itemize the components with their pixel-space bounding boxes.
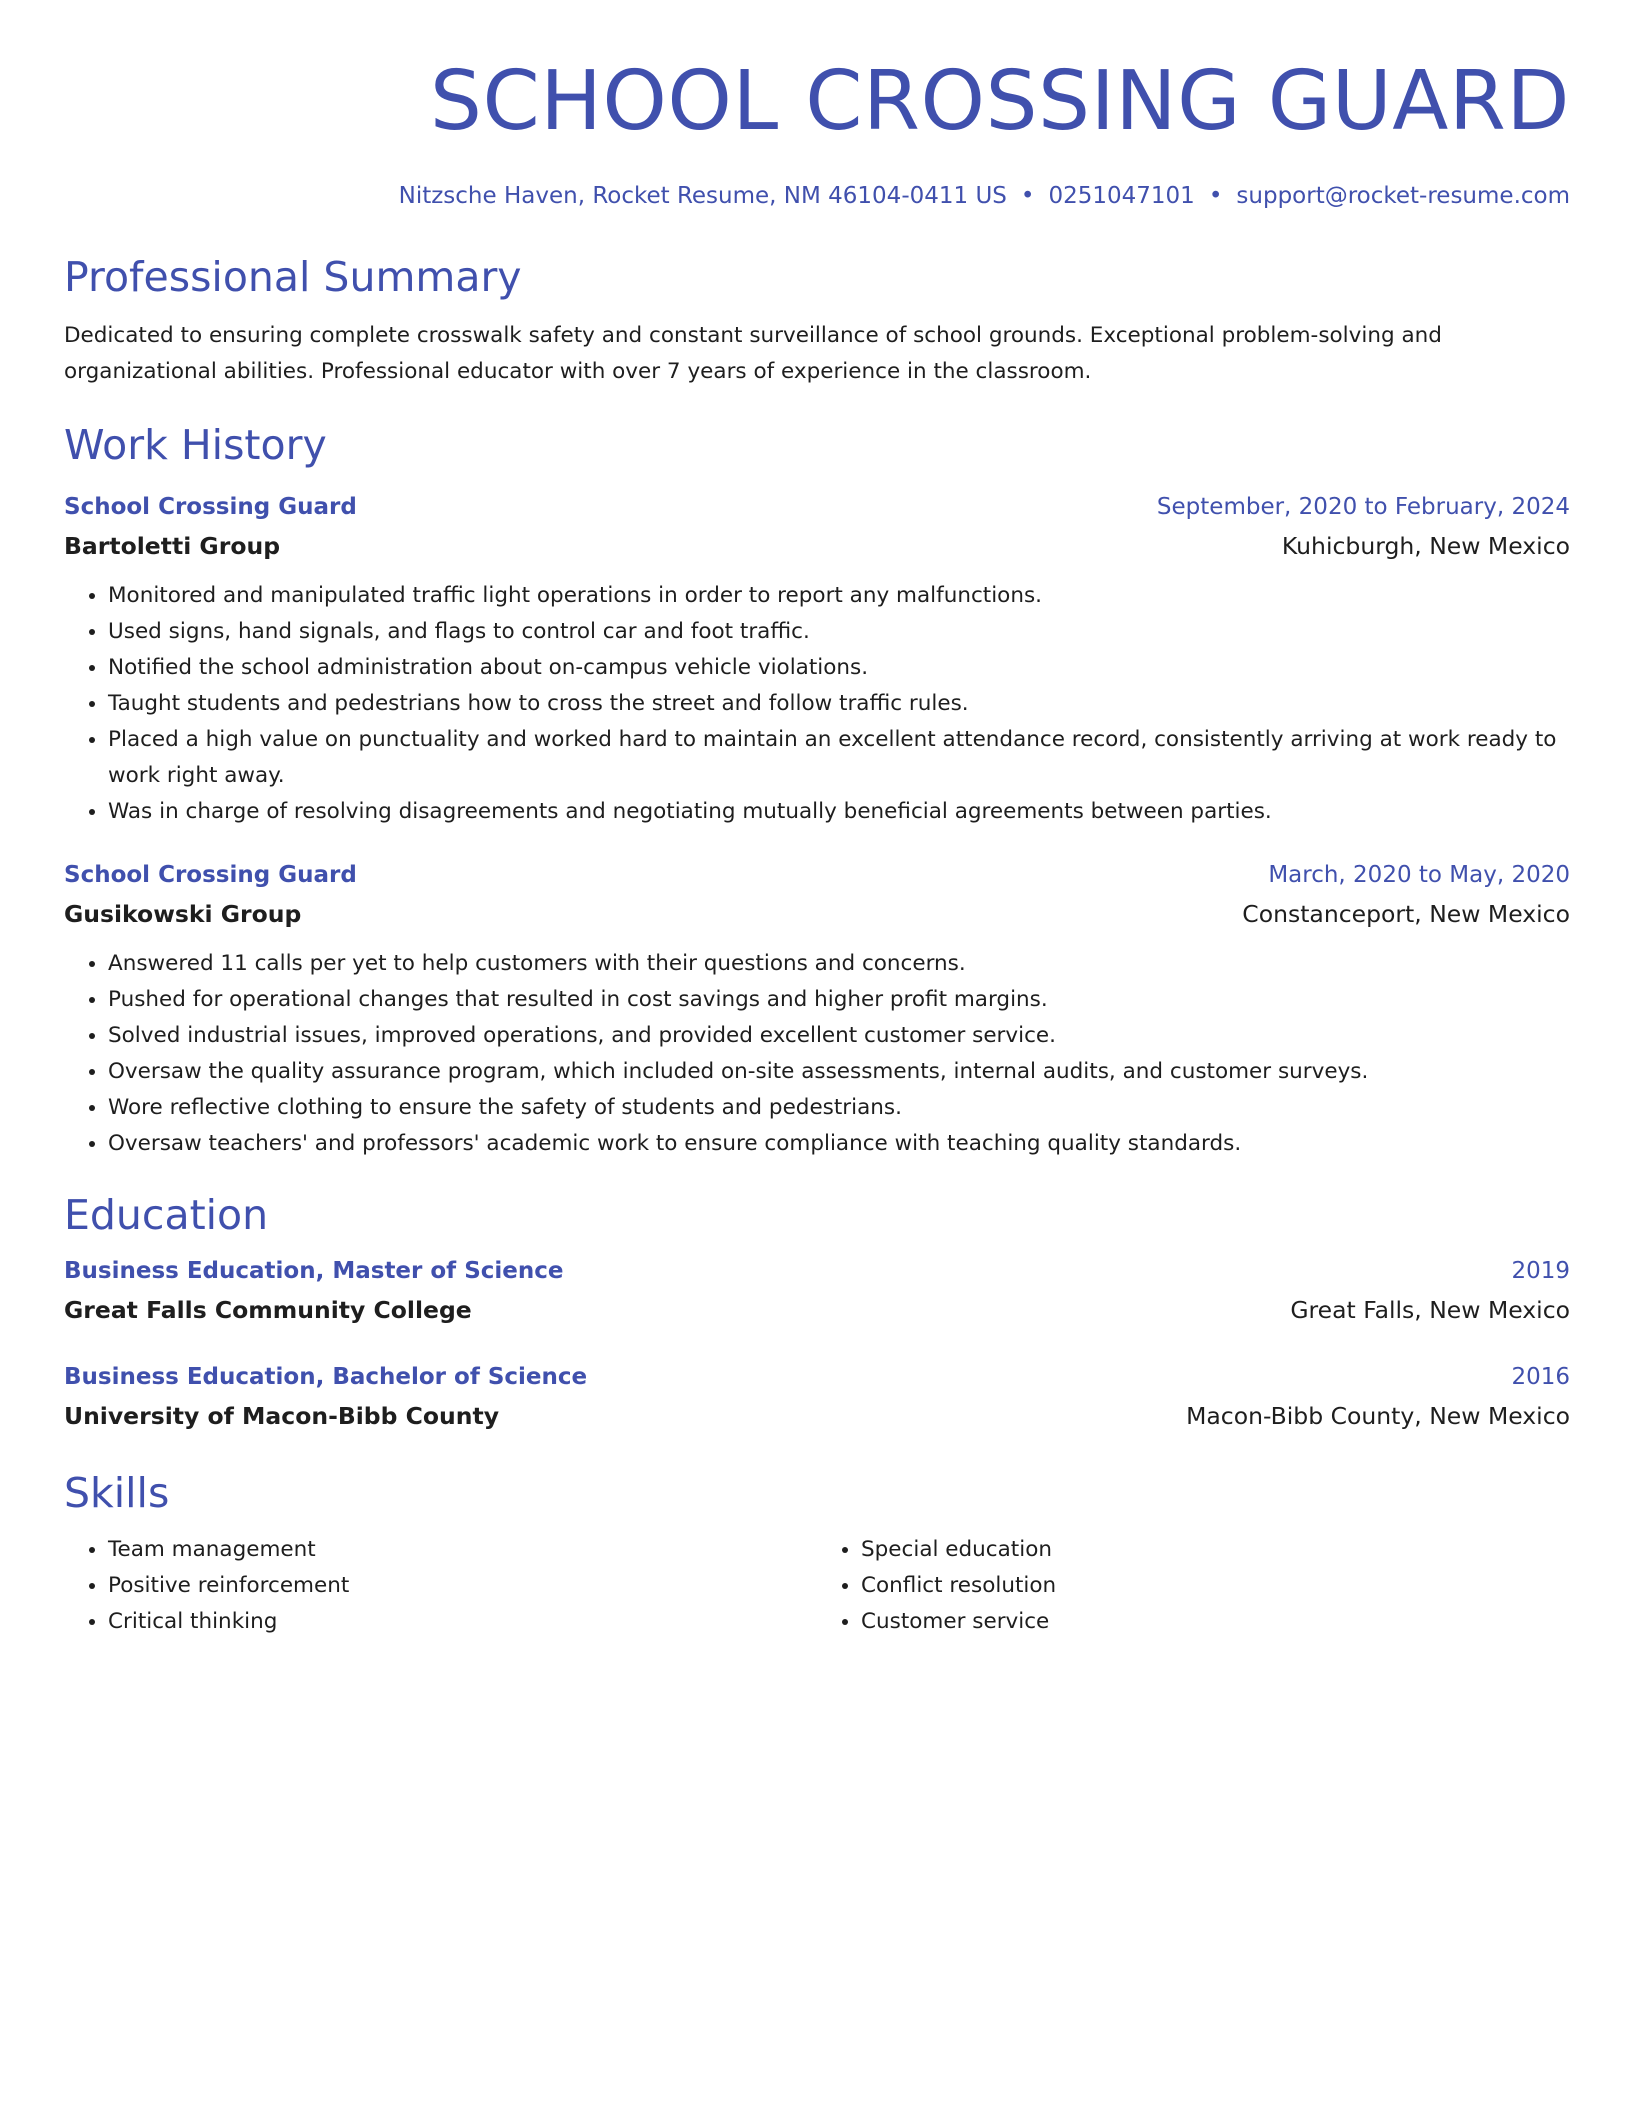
job-title: School Crossing Guard [64,494,357,520]
job-company-row [64,894,1570,934]
work-history-heading: Work History [64,421,327,469]
education-degree: Business Education, Master of Science [64,1258,564,1284]
job-title: School Crossing Guard [64,862,357,888]
skills-grid [64,1532,1570,1640]
education-school-row [64,1396,1570,1436]
education-degree: Business Education, Bachelor of Science [64,1364,588,1390]
skill-item: • Team management [108,1532,817,1568]
education-location: Great Falls, New Mexico [1290,1296,1570,1324]
contact-address: Nitzsche Haven, Rocket Resume, NM 46104-0411 US [398,183,1007,209]
job-location: Kuhicburgh, New Mexico [1281,532,1570,560]
contact-separator: • [1020,183,1035,209]
skill-item: • Customer service [861,1604,1570,1640]
education-school: Great Falls Community College [64,1296,472,1324]
list-item: • Notified the school administration about on-campus vehicle violations. [108,650,1570,686]
contact-phone: 0251047101 [1048,183,1195,209]
summary-heading: Professional Summary [64,253,522,301]
job-header-row [64,856,1570,894]
job-dates: March, 2020 to May, 2020 [1268,862,1570,888]
contact-separator: • [1208,183,1223,209]
list-item: • Wore reflective clothing to ensure the safety of students and pedestrians. [108,1090,1570,1126]
job-dates: September, 2020 to February, 2024 [1156,494,1570,520]
education-school-row [64,1290,1570,1330]
job-entry [64,488,1570,830]
list-item: • Solved industrial issues, improved operations, and provided excellent customer service. [108,1018,1570,1054]
list-item: • Oversaw the quality assurance program, which included on-site assessments, internal audits, and customer surveys. [108,1054,1570,1090]
skill-item: • Critical thinking [108,1604,817,1640]
education-entry [64,1358,1570,1436]
job-company: Gusikowski Group [64,900,302,928]
job-location: Constanceport, New Mexico [1242,900,1570,928]
education-school: University of Macon-Bibb County [64,1402,500,1430]
education-header-row [64,1252,1570,1290]
list-item: • Monitored and manipulated traffic light operations in order to report any malfunctions. [108,578,1570,614]
job-entry [64,856,1570,1162]
skills-list-right [817,1532,1570,1640]
list-item: • Oversaw teachers' and professors' academic work to ensure compliance with teaching quality standards. [108,1126,1570,1162]
education-location: Macon-Bibb County, New Mexico [1186,1402,1570,1430]
contact-email: support@rocket-resume.com [1236,183,1570,209]
summary-text: Dedicated to ensuring complete crosswalk safety and constant surveillance of school grounds. Exceptional problem-solving and organizational abilities. Professional educator with over 7 years of experience in the classroom. [64,323,1442,384]
job-company-row [64,526,1570,566]
skill-item: • Positive reinforcement [108,1568,817,1604]
list-item: • Answered 11 calls per yet to help customers with their questions and concerns. [108,946,1570,982]
job-bullets [64,578,1570,830]
education-entry [64,1252,1570,1330]
job-company: Bartoletti Group [64,532,281,560]
list-item: • Taught students and pedestrians how to cross the street and follow traffic rules. [108,686,1570,722]
education-header-row [64,1358,1570,1396]
job-header-row [64,488,1570,526]
education-heading: Education [64,1191,269,1239]
education-year: 2016 [1511,1364,1570,1390]
job-bullets [64,946,1570,1162]
list-item: • Pushed for operational changes that resulted in cost savings and higher profit margins. [108,982,1570,1018]
contact-line [64,180,1570,212]
list-item: • Used signs, hand signals, and flags to control car and foot traffic. [108,614,1570,650]
skill-item: • Special education [861,1532,1570,1568]
skill-item: • Conflict resolution [861,1568,1570,1604]
resume-name: SCHOOL CROSSING GUARD [429,54,1570,149]
list-item: • Placed a high value on punctuality and worked hard to maintain an excellent attendance record, consistently arriving at work ready to work right away. [108,722,1570,794]
skills-list-left [64,1532,817,1640]
education-year: 2019 [1511,1258,1570,1284]
skills-heading: Skills [64,1469,170,1517]
list-item: • Was in charge of resolving disagreements and negotiating mutually beneficial agreements between parties. [108,794,1570,830]
